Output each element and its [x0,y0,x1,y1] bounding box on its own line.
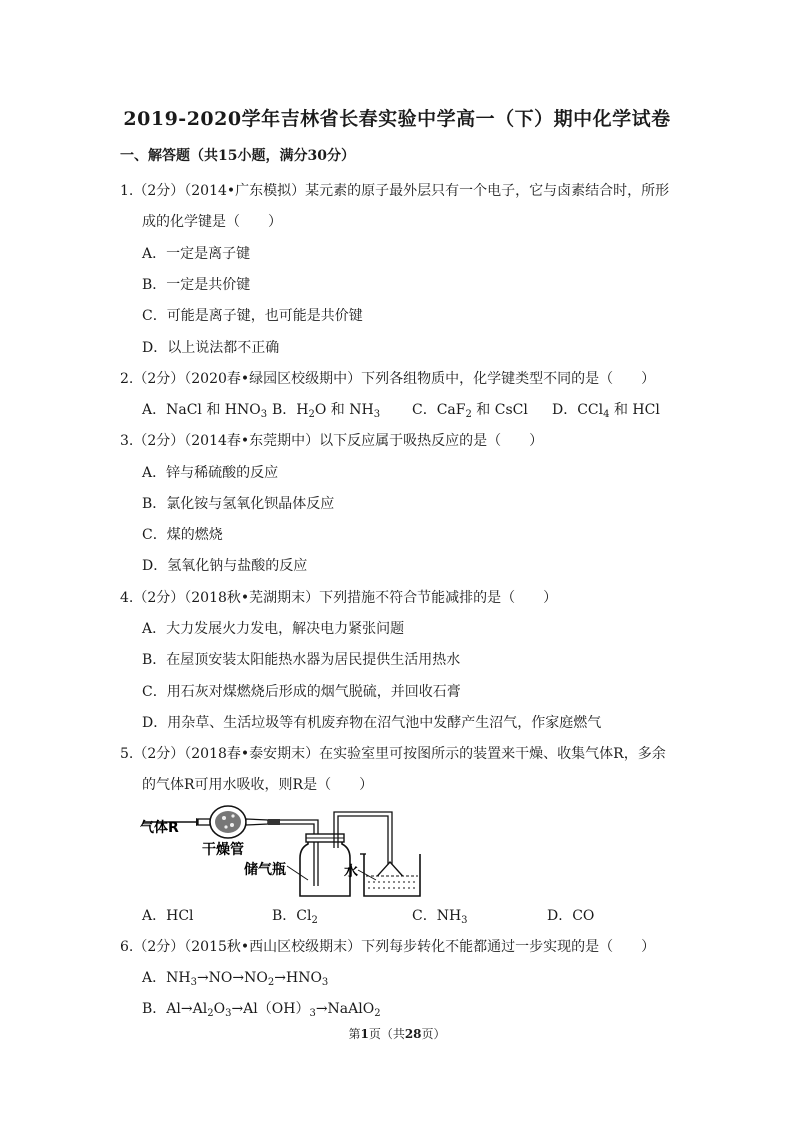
question-6-option-b: B．$Al\to Al_2O_3\to Al(OH)_3\to NaAlO_2$ [142,1001,381,1019]
section-heading: 一、解答题（共15小题，满分30分） [120,148,355,164]
question-5-stem-cont: 的气体R可用水吸收，则R是（ ） [142,777,374,793]
question-2-option-c: C．CaF$_2$ 和 CsCl [412,402,528,420]
question-5-option-c: C．$NH_3$ [412,908,468,926]
question-1-stem: 1.（2分）（2014•广东模拟）某元素的原子最外层只有一个电子，它与卤素结合时，所形 [120,183,670,199]
question-4-stem: 4.（2分）（2018秋•芜湖期末）下列措施不符合节能减排的是（ ） [120,590,558,606]
question-1-stem-cont: 成的化学键是（ ） [142,214,282,230]
question-3-option-a: A．锌与稀硫酸的反应 [142,465,279,481]
gas-apparatus-diagram [140,792,460,900]
gas-storage-bottle [300,838,350,896]
rubber-connector [268,819,280,825]
page-number: 1 [360,1027,369,1041]
page-title: 2019-2020学年吉林省长春实验中学高一（下）期中化学试卷 [123,108,671,130]
question-1-option-d: D．以上说法都不正确 [142,340,280,356]
question-3-stem: 3.（2分）（2014春•东莞期中）以下反应属于吸热反应的是（ ） [120,433,544,449]
gas-r-label: 气体R [140,820,179,836]
question-3-option-b: B．氯化铵与氢氧化钡晶体反应 [142,496,335,512]
question-1-option-b: B．一定是共价键 [142,277,251,293]
drying-tube-inlet [198,819,210,825]
page-footer: 第1页（共28页） [348,1027,446,1041]
question-2-option-d: D．CCl$_4$ 和 HCl [552,402,660,420]
question-6-option-a: A．$NH_3\to NO\to NO_2\to HNO_3$ [142,970,329,988]
drying-tube-label: 干燥管 [202,842,244,858]
drying-agent [215,811,241,833]
question-3-option-d: D．氢氧化钠与盐酸的反应 [142,558,308,574]
question-5-option-b: B．$Cl_2$ [272,908,318,926]
question-6-stem: 6.（2分）（2015秋•西山区校级期末）下列每步转化不能都通过一步实现的是（ ） [120,939,656,955]
storage-bottle-label: 储气瓶 [244,862,286,878]
question-5-option-a: A．HCl [142,908,194,924]
question-5-option-d: D．CO [547,908,595,924]
question-3-option-c: C．煤的燃烧 [142,527,223,543]
water-label: 水 [344,864,358,880]
question-4-option-b: B．在屋顶安装太阳能热水器为居民提供生活用热水 [142,652,461,668]
question-2-stem: 2.（2分）（2020春•绿园区校级期中）下列各组物质中，化学键类型不同的是（ ） [120,371,656,387]
drying-tube-stem [246,819,268,825]
question-2-option-b: B．$H_2O$ 和 $NH_3$ [272,402,381,420]
question-2-option-a: A．NaCl 和 $HNO_3$ [142,402,268,420]
question-1-option-c: C．可能是离子键，也可能是共价键 [142,308,363,324]
question-4-option-a: A．大力发展火力发电，解决电力紧张问题 [142,621,405,637]
question-4-option-d: D．用杂草、生活垃圾等有机废弃物在沼气池中发酵产生沼气，作家庭燃气 [142,715,602,731]
question-1-option-a: A．一定是离子键 [142,246,251,262]
question-5-stem: 5.（2分）（2018春•泰安期末）在实验室里可按图所示的装置来干燥、收集气体R，多余 [120,746,666,762]
total-pages: 28 [404,1027,422,1041]
question-4-option-c: C．用石灰对煤燃烧后形成的烟气脱硫，并回收石膏 [142,684,461,700]
